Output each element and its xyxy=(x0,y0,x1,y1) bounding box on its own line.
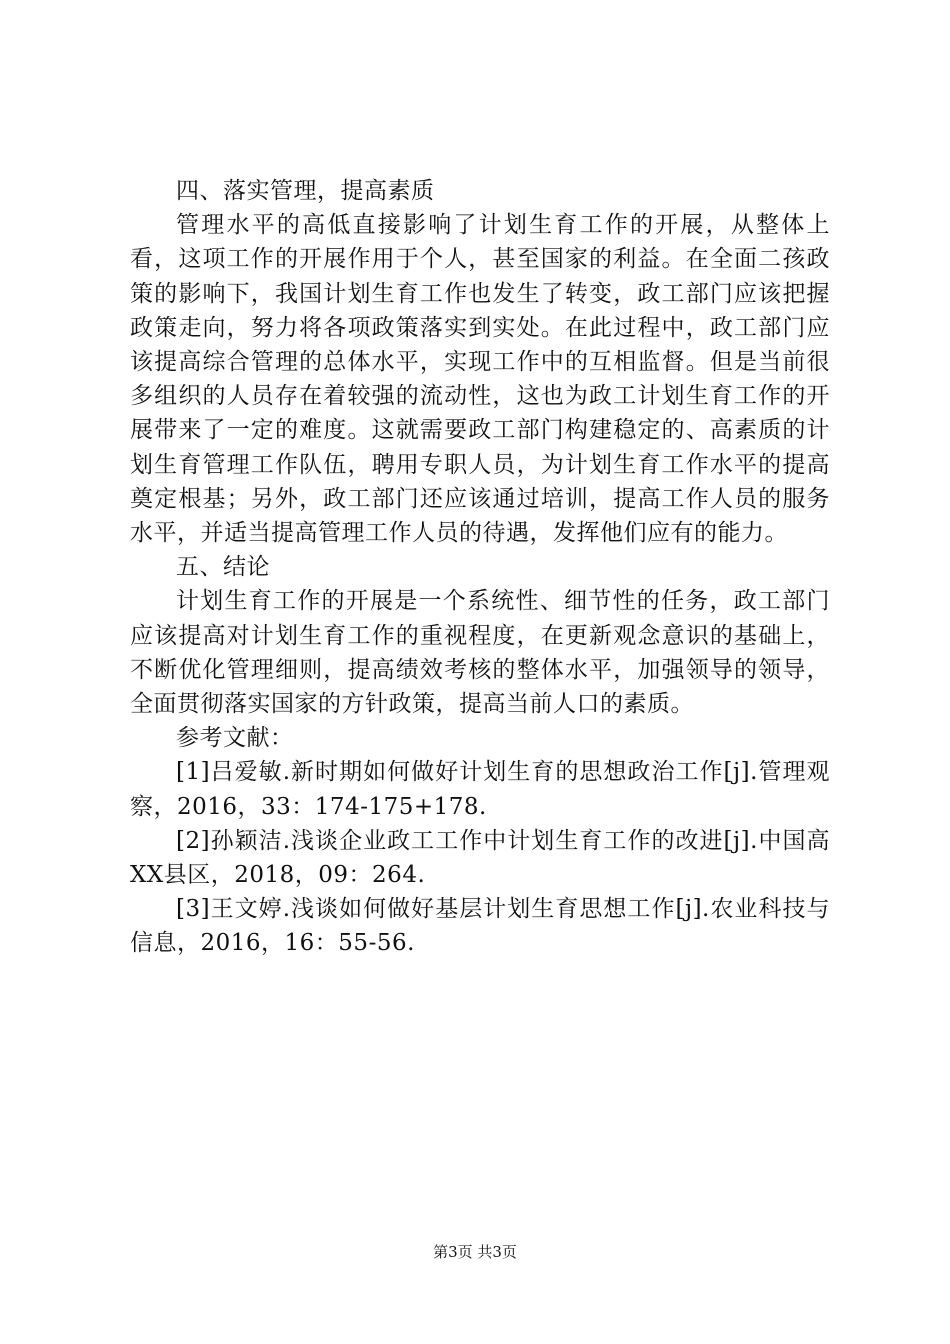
page-number-footer: 第3页 共3页 xyxy=(433,1243,517,1261)
document-body xyxy=(130,174,830,961)
reference-item-2: [2]孙颖洁.浅谈企业政工工作中计划生育工作的改进[j].中国高XX县区，2018，09：264. xyxy=(130,827,830,889)
section-4-heading: 四、落实管理，提高素质 xyxy=(176,178,435,204)
section-5-heading: 五、结论 xyxy=(176,554,270,581)
section-4-paragraph: 管理水平的高低直接影响了计划生育工作的开展，从整体上看，这项工作的开展作用于个人，甚至国家的利益。在全面二孩政策的影响下，我国计划生育工作也发生了转变，政工部门应该把握政策走向，努力将各项政策落实到实处。在此过程中，政工部门应该提高综合管理的总体水平，实现工作中的互相监督。但是当前很多组织的人员存在着较强的流动性，这也为政工计划生育工作的开展带来了一定的难度。这就需要政工部门构建稳定的、高素质的计划生育管理工作队伍，聘用专职人员，为计划生育工作水平的提高奠定根基；另外，政工部门还应该通过培训，提高工作人员的服务水平，并适当提高管理工作人员的待遇，发挥他们应有的能力。 xyxy=(130,212,830,547)
section-5-paragraph: 计划生育工作的开展是一个系统性、细节性的任务，政工部门应该提高对计划生育工作的重视程度，在更新观念意识的基础上，不断优化管理细则，提高绩效考核的整体水平，加强领导的领导，全面贯彻落实国家的方针政策，提高当前人口的素质。 xyxy=(130,588,830,718)
reference-item-3: [3]王文婷.浅谈如何做好基层计划生育思想工作[j].农业科技与信息，2016，16：55-56. xyxy=(130,896,830,957)
references-heading: 参考文献： xyxy=(176,725,294,752)
reference-item-1: [1]吕爱敏.新时期如何做好计划生育的思想政治工作[j].管理观察，2016，33：174-175+178. xyxy=(130,759,830,820)
